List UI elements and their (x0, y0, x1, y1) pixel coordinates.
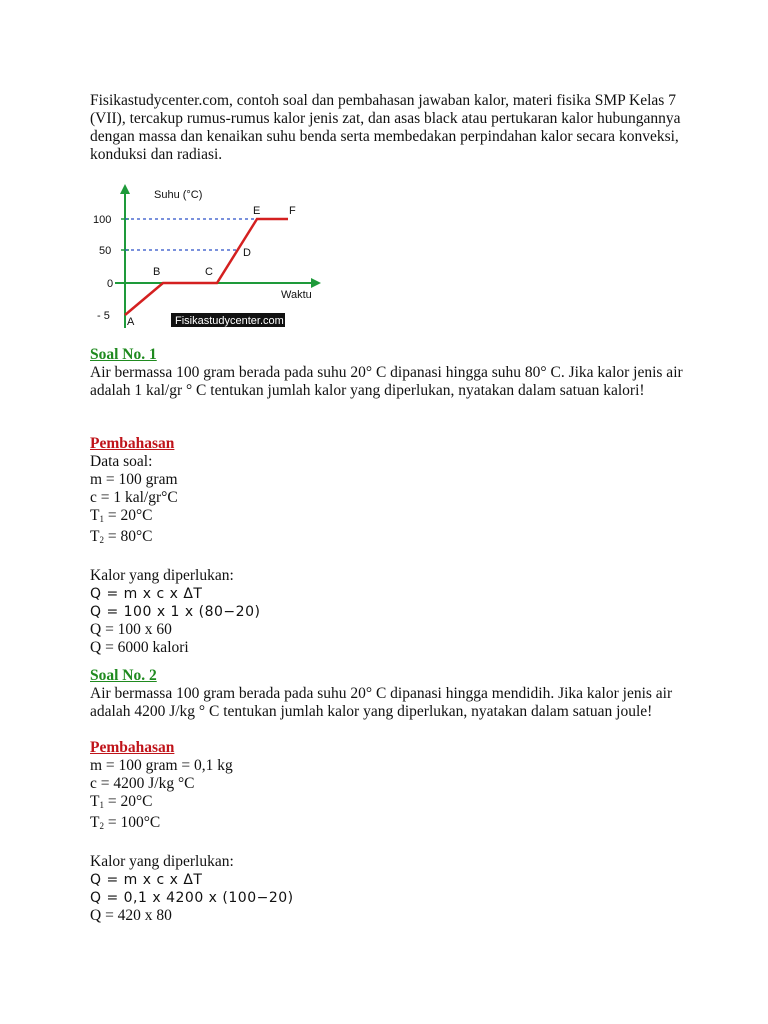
p1-t2: $T_2 = 80^\circ C$ (90, 528, 153, 545)
x-axis-arrow (311, 278, 321, 288)
p2-t1: $T_1 = 20^\circ C$ (90, 793, 153, 810)
p2-formula-3: Q = 420 x 80 (90, 907, 172, 924)
soal-2-title: Soal No. 2 (90, 667, 157, 684)
soal-1 (90, 346, 690, 400)
heating-graph (85, 180, 335, 332)
pembahasan-2 (90, 739, 690, 925)
point-label-b: B (153, 266, 161, 278)
point-label-f: F (289, 205, 296, 217)
soal-1-text: Air bermassa 100 gram berada pada suhu 20° C dipanasi hingga suhu 80° C. Jika kalor jenis air adalah 1 kal/gr ° C tentukan jumlah kalor yang diperlukan, nyatakan dalam satuan kalori! (90, 364, 683, 399)
y-tick-minus5: - 5 (97, 310, 110, 322)
soal-2 (90, 667, 690, 721)
p1-t1: $T_1 = 20^\circ C$ (90, 507, 153, 524)
p1-result: Q = 6000 kalori (90, 639, 189, 656)
p1-mass: m = 100 gram (90, 471, 178, 488)
y-axis-label: Suhu (°C) (154, 189, 203, 201)
p1-formula-2: Q = 100 x 1 x (80−20) (90, 604, 261, 620)
y-tick-0: 0 (107, 278, 114, 290)
p2-t2: $T_2 = 100^\circ C$ (90, 814, 161, 831)
point-label-e: E (253, 205, 261, 217)
x-axis-label: Waktu (281, 289, 312, 301)
p2-kalor-label: Kalor yang diperlukan: (90, 853, 234, 870)
p2-specific-heat: c = 4200 J/kg °C (90, 775, 195, 792)
pembahasan-2-title: Pembahasan (90, 739, 175, 756)
y-axis-arrow (120, 184, 130, 194)
p1-specific-heat: c = 1 kal/gr°C (90, 489, 178, 506)
y-tick-50: 50 (99, 245, 112, 257)
p1-formula-1: Q = m x c x ΔT (90, 586, 203, 602)
soal-2-text: Air bermassa 100 gram berada pada suhu 20° C dipanasi hingga mendidih. Jika kalor jenis air adalah 4200 J/kg ° C tentukan jumlah kalor yang diperlukan, nyatakan dalam satuan joule! (90, 685, 673, 720)
intro-paragraph: Fisikastudycenter.com, contoh soal dan pembahasan jawaban kalor, materi fisika SMP Kelas 7 (VII), tercakup rumus-rumus kalor jenis zat, dan asas black atau pertukaran kalor hubungannya dengan massa dan kenaikan suhu benda serta membedakan perpindahan kalor secara konveksi, konduksi dan radiasi. (90, 92, 681, 163)
y-tick-100: 100 (93, 214, 112, 226)
pembahasan-1 (90, 435, 690, 657)
p2-formula-1: Q = m x c x ΔT (90, 872, 203, 888)
p2-formula-2: Q = 0,1 x 4200 x (100−20) (90, 890, 294, 906)
data-soal-label: Data soal: (90, 453, 153, 470)
p1-formula-3: Q = 100 x 60 (90, 621, 172, 638)
pembahasan-1-title: Pembahasan (90, 435, 175, 452)
soal-1-title: Soal No. 1 (90, 346, 157, 363)
p1-kalor-label: Kalor yang diperlukan: (90, 567, 234, 584)
point-label-d: D (243, 247, 251, 259)
point-label-a: A (127, 316, 135, 328)
watermark-text: Fisikastudycenter.com (175, 315, 284, 327)
p2-mass: m = 100 gram = 0,1 kg (90, 757, 233, 774)
point-label-c: C (205, 266, 213, 278)
